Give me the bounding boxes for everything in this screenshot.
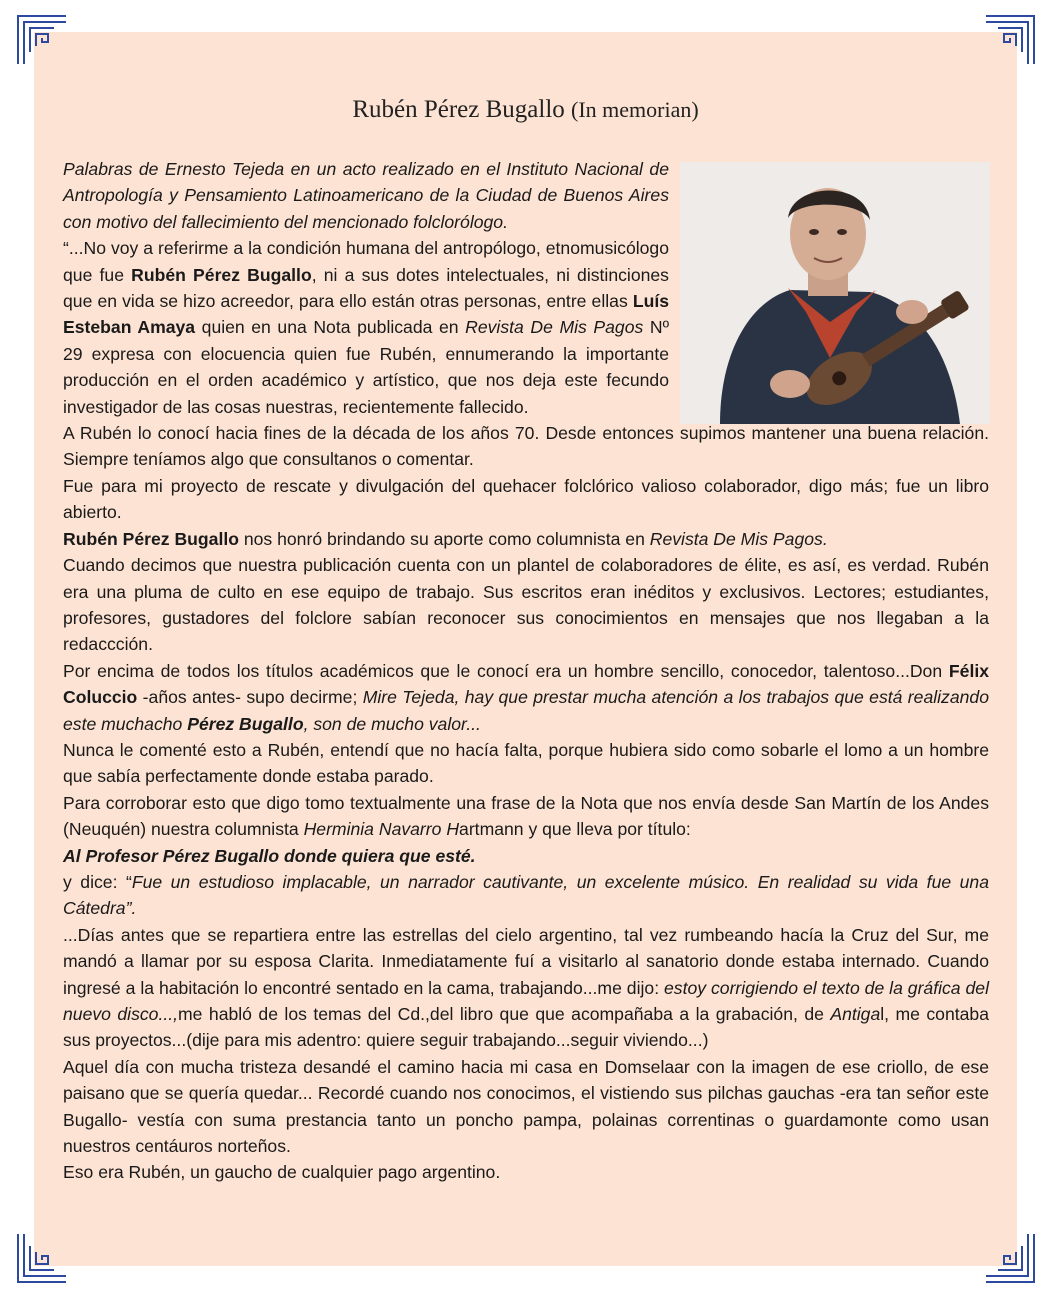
person-name: Luís Esteban Amaya	[63, 291, 669, 338]
text-run: Por encima de todos los títulos académicos que le conocí era un hombre sencillo, conocedor, talentoso...Don	[63, 660, 949, 681]
page-title	[34, 96, 1017, 124]
paragraph: Nunca le comenté esto a Rubén, entendí que no hacía falta, porque hubiera sido como sobarle el lomo a un hombre que sabía perfectamente donde estaba parado.	[63, 739, 989, 787]
person-name: Herminia Navarro H	[303, 819, 460, 840]
paragraph	[63, 869, 989, 922]
corner-ornament-icon	[982, 12, 1038, 68]
paragraph	[63, 526, 989, 552]
text-run: l, me contaba sus proyectos...(dije para mis adentro: quiere seguir trabajando...seguir viviendo...)	[63, 1004, 989, 1051]
paragraph: Eso era Rubén, un gaucho de cualquier pago argentino.	[63, 1162, 501, 1183]
quote: , son de mucho valor...	[303, 713, 481, 734]
quote: Fue un estudioso implacable, un narrador cautivante, un excelente músico. En realidad su vida fue una Cátedra”.	[63, 871, 989, 919]
text-run: quien en una Nota publicada en	[195, 317, 466, 338]
corner-ornament-icon	[982, 1230, 1038, 1286]
text-run: artmann y que lleva por título:	[459, 819, 691, 840]
text-run: Para corroborar esto que digo tomo textualmente una frase de la Nota que nos envía desde San Martín de los Andes (Neuquén) nuestra columnista	[63, 792, 989, 840]
text-run: -años antes- supo decirme;	[137, 687, 363, 708]
magazine-name: Revista De Mis Pagos	[465, 317, 644, 338]
paragraph: Cuando decimos que nuestra publicación cuenta con un plantel de colaboradores de élite, es así, es verdad. Rubén era una pluma de culto en ese equipo de trabajo. Sus escritos eran inéditos y exclusivos. Lectores; estudiantes, profesores, gustadores del folclore sabían reconocer sus conocimientos en mensajes que nos llegaban a la redaccción.	[63, 555, 989, 655]
text-run: , ni a sus dotes intelectuales, ni distinciones que en vida se hizo acreedor, para ello están otras personas, entre ellas	[63, 264, 669, 312]
paragraph	[63, 658, 989, 737]
paragraph: Aquel día con mucha tristeza desandé el camino hacia mi casa en Domselaar con la imagen de ese criollo, de ese paisano que se quería quedar... Recordé cuando nos conocimos, el vistiendo sus pilchas gauchas -era tan señor este Bugallo- vestía con suma prestancia tanto un poncho pampa, polainas correntinas o guardamonte como usan nuestros centáuros norteños.	[63, 1056, 989, 1157]
text-run: me habló de los temas del Cd.,del libro que que acompañaba a la grabación, de	[178, 1004, 831, 1024]
paragraph: Fue para mi proyecto de rescate y divulgación del quehacer folclórico valioso colaborador, digo más; fue un libro abierto.	[63, 475, 989, 523]
note-title	[63, 843, 989, 869]
magazine-name: Revista De Mis Pagos.	[649, 528, 828, 549]
text-run: “...No voy a referirme a la condición humana del antropólogo, etnomusicólogo que fue	[63, 238, 669, 285]
person-name: Félix Coluccio	[63, 660, 989, 708]
paragraph	[63, 235, 669, 420]
text-run: Nº 29 expresa con elocuencia quien fue Rubén, ennumerando la importante producción en el orden académico y artístico, que nos deja este fecundo investigador de las cosas nuestras, recientemente fallecido.	[63, 317, 669, 417]
text-run: y dice: “	[63, 871, 132, 892]
quote: estoy corrigiendo el texto de la gráfica del nuevo disco...,	[63, 977, 989, 1024]
intro-paragraph: Palabras de Ernesto Tejeda en un acto realizado en el Instituto Nacional de Antropología y Pensamiento Latinoamericano de la Ciudad de Buenos Aires con motivo del fallecimiento del mencionado folclorólogo.	[63, 159, 669, 232]
intro-text: Palabras de Ernesto Tejeda en un acto realizado en el Instituto Nacional de Antropología y Pensamiento Latinoamericano de la Ciudad de Buenos Aires con motivo del fallecimiento del mencionado folclorólogo	[63, 159, 669, 232]
person-name: Rubén Pérez Bugallo	[131, 264, 312, 285]
title-sub: (In memorian)	[571, 97, 699, 122]
text-run: nos honró brindando su aporte como columnista en	[238, 528, 650, 549]
quote: Mire Tejeda, hay que prestar mucha atención a los trabajos que está realizando este muchacho	[63, 687, 989, 734]
paragraph: A Rubén lo conocí hacia fines de la década de los años 70. Desde entonces supimos mantener una buena relación. Siempre teníamos algo que consultanos o comentar.	[63, 423, 989, 470]
album-name: Antiga	[830, 1004, 881, 1024]
article-body	[63, 156, 989, 1186]
title-main: Rubén Pérez Bugallo	[352, 96, 565, 123]
person-name: Pérez Bugallo	[187, 713, 304, 734]
note-title-text: Al Profesor Pérez Bugallo donde quiera que esté.	[63, 845, 476, 866]
paragraph	[63, 790, 989, 843]
text-run: ...Días antes que se repartiera entre las estrellas del cielo argentino, tal vez rumbeando hacía la Cruz del Sur, me mandó a llamar por su esposa Clarita. Inmediatamente fuí a visitarlo al sanatorio donde estaba internado. Cuando ingresé a la habitación lo encontré sentado en la cama, trabajando...me dijo:	[63, 924, 989, 998]
person-name: Rubén Pérez Bugallo	[63, 528, 239, 549]
paragraph	[63, 922, 989, 1054]
corner-ornament-icon	[14, 1230, 70, 1286]
corner-ornament-icon	[14, 12, 70, 68]
